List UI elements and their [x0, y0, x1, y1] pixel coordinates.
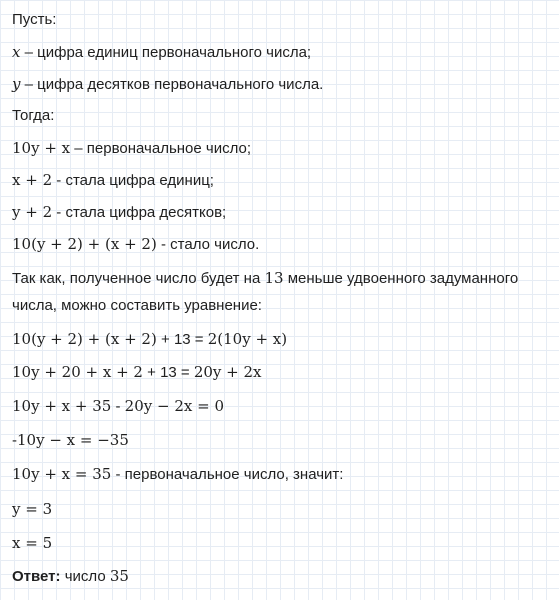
- intro-text: Пусть:: [12, 11, 57, 28]
- condition-text-a: Так как, полученное число будет на: [12, 270, 265, 287]
- answer-text: число: [60, 568, 110, 585]
- eq2-left: 10y + 20 + x + 2: [12, 363, 143, 381]
- eq3-mid: -: [111, 398, 125, 415]
- line-equation-5: [12, 464, 343, 485]
- line-original-number: [12, 138, 251, 159]
- var-y: y: [12, 75, 21, 93]
- define-x-text: – цифра единиц первоначального числа;: [20, 44, 312, 61]
- condition-number: 13: [264, 269, 284, 287]
- eq1-right: 2(10y + x): [207, 330, 288, 348]
- expr-original: 10y + x: [12, 139, 71, 157]
- eq3-left: 10y + x + 35: [12, 397, 112, 415]
- line-then: [12, 106, 54, 126]
- line-define-y: [12, 74, 323, 95]
- line-result-x: [12, 533, 52, 554]
- eq4-sign: -: [12, 432, 17, 449]
- answer-label: Ответ:: [12, 568, 61, 585]
- answer-number: 35: [109, 567, 129, 585]
- var-x: x: [12, 43, 21, 61]
- line-condition-2: [12, 296, 262, 316]
- original-text: – первоначальное число;: [70, 140, 252, 157]
- line-equation-1: [12, 329, 287, 350]
- new-units-text: - стала цифра единиц;: [52, 172, 214, 189]
- eq2-right: 20y + 2x: [193, 363, 262, 381]
- result-y: y = 3: [12, 500, 53, 518]
- eq1-mid: + 13 =: [156, 331, 208, 348]
- result-x: x = 5: [12, 534, 53, 552]
- line-new-tens: [12, 202, 226, 223]
- line-result-y: [12, 499, 52, 520]
- line-equation-3: [12, 396, 224, 417]
- expr-new-tens: y + 2: [12, 203, 53, 221]
- line-define-x: [12, 42, 311, 63]
- eq5-text: - первоначальное число, значит:: [111, 466, 344, 483]
- new-tens-text: - стала цифра десятков;: [52, 204, 227, 221]
- then-text: Тогда:: [12, 107, 55, 124]
- expr-new-units: x + 2: [12, 171, 53, 189]
- eq2-mid: + 13 =: [142, 364, 194, 381]
- line-equation-2: [12, 362, 262, 383]
- eq5-expr: 10y + x = 35: [12, 465, 112, 483]
- define-y-text: – цифра десятков первоначального числа.: [20, 76, 324, 93]
- line-intro: [12, 10, 56, 30]
- eq3-right: 20y − 2x = 0: [124, 397, 224, 415]
- condition-text-c: числа, можно составить уравнение:: [12, 297, 262, 314]
- eq4-expr: 10y − x = −35: [17, 431, 129, 449]
- line-new-number: [12, 234, 259, 255]
- expr-new-number: 10(y + 2) + (x + 2): [12, 235, 157, 253]
- line-new-units: [12, 170, 214, 191]
- condition-text-b: меньше удвоенного задуманного: [283, 270, 519, 287]
- new-number-text: - стало число.: [156, 236, 260, 253]
- eq1-left: 10(y + 2) + (x + 2): [12, 330, 157, 348]
- line-answer: [12, 566, 129, 587]
- line-condition-1: [12, 268, 518, 289]
- line-equation-4: [12, 430, 129, 451]
